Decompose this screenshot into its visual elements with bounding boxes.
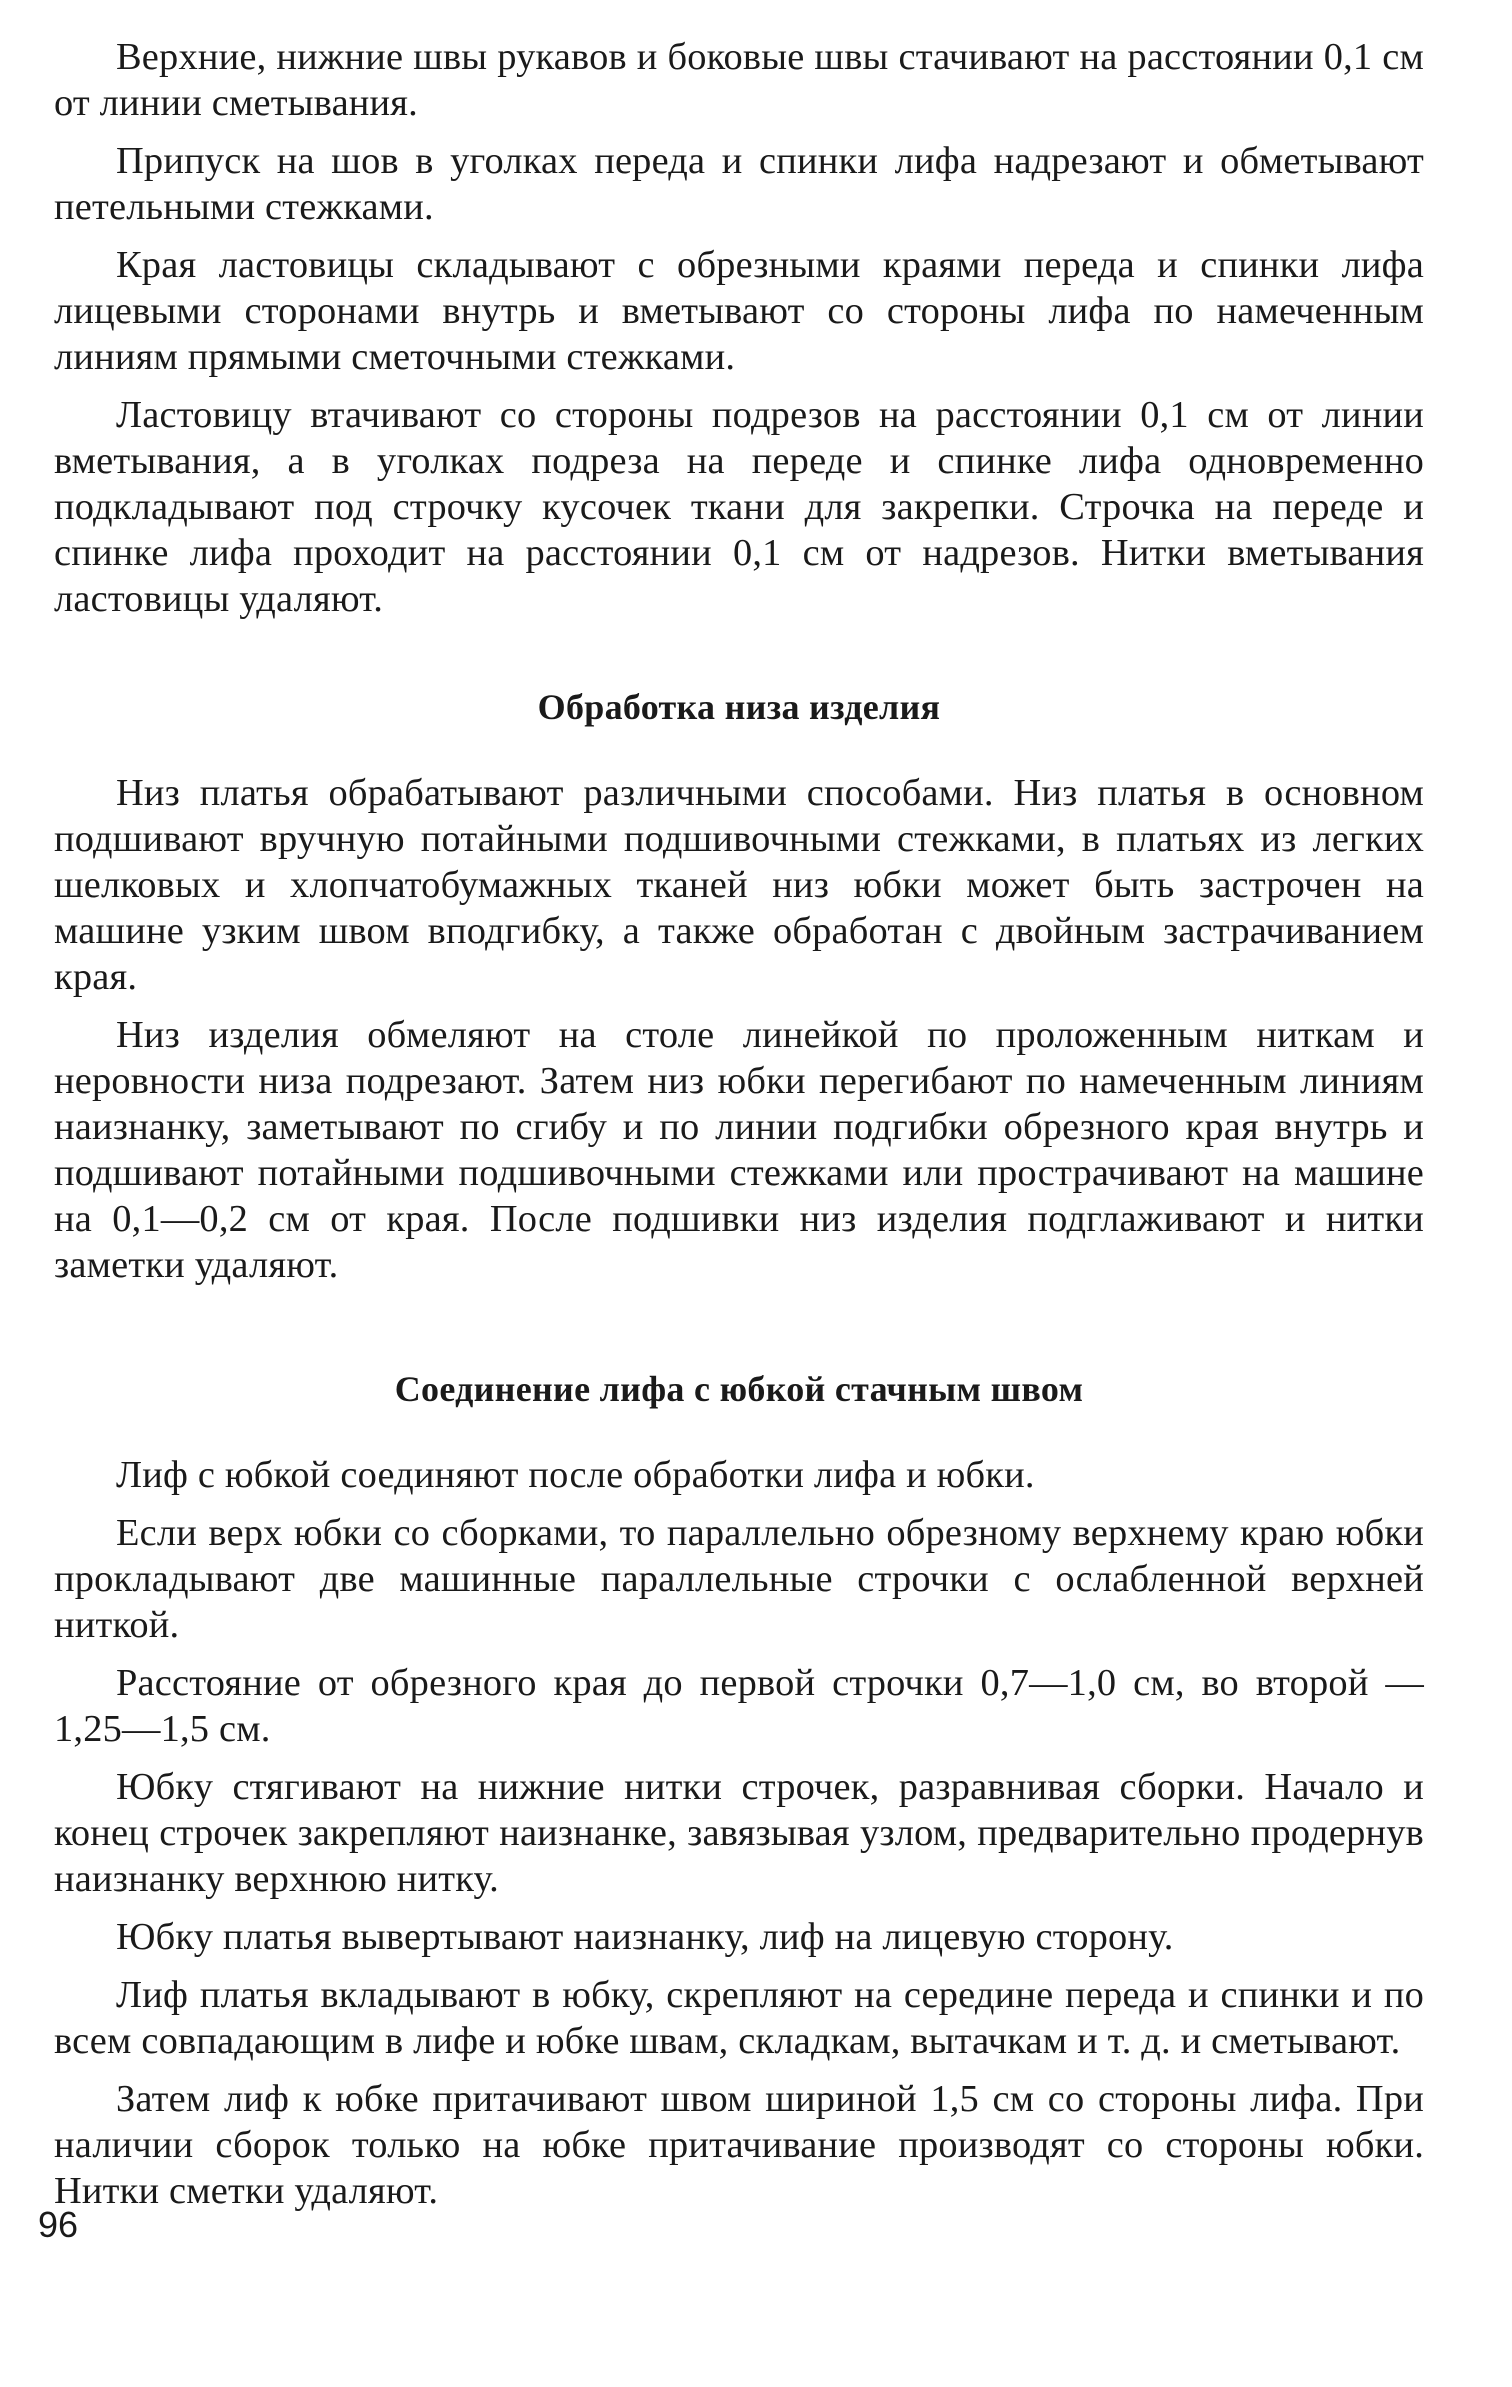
section-heading-bodice-skirt: Соединение лифа с юбкой стачным швом <box>394 1369 1084 1409</box>
book-page <box>54 34 1424 2226</box>
section-heading-hem: Обработка низа изделия <box>537 687 941 727</box>
page-number: 96 <box>38 2204 79 2245</box>
paragraph: Ластовицу втачивают со стороны подрезов на расстоянии 0,1 см от линии вметывания, а в уголках подреза на переде и спинке лифа одновременно подкладывают под строчку кусочек ткани для закрепки. Строчка на переде и спинке лифа проходит на расстоянии 0,1 см от надрезов. Нитки вметывания ластовицы удаляют. <box>54 394 1424 620</box>
paragraph: Затем лиф к юбке притачивают швом шириной 1,5 см со стороны лифа. При наличии сборок только на юбке притачивание производят со стороны юбки. Нитки сметки удаляют. <box>54 2078 1424 2212</box>
paragraph: Юбку стягивают на нижние нитки строчек, разравнивая сборки. Начало и конец строчек закрепляют наизнанке, завязывая узлом, предварительно продернув наизнанку верхнюю нитку. <box>54 1766 1424 1900</box>
paragraph: Припуск на шов в уголках переда и спинки лифа надрезают и обметывают петельными стежками. <box>54 140 1424 228</box>
paragraph: Юбку платья вывертывают наизнанку, лиф на лицевую сторону. <box>116 1916 1174 1958</box>
paragraph: Расстояние от обрезного края до первой строчки 0,7—1,0 см, во второй — 1,25—1,5 см. <box>54 1662 1424 1750</box>
paragraph: Края ластовицы складывают с обрезными краями переда и спинки лифа лицевыми сторонами внутрь и вметывают со стороны лифа по намеченным линиям прямыми сметочными стежками. <box>54 244 1424 378</box>
paragraph: Верхние, нижние швы рукавов и боковые швы стачивают на расстоянии 0,1 см от линии сметывания. <box>54 36 1424 124</box>
paragraph: Лиф платья вкладывают в юбку, скрепляют на середине переда и спинки и по всем совпадающим в лифе и юбке швам, складкам, вытачкам и т. д. и сметывают. <box>54 1974 1424 2062</box>
paragraph: Лиф с юбкой соединяют после обработки лифа и юбки. <box>116 1454 1035 1496</box>
paragraph: Низ платья обрабатывают различными способами. Низ платья в основном подшивают вручную потайными подшивочными стежками, в платьях из легких шелковых и хлопчатобумажных тканей низ юбки может быть застрочен на машине узким швом вподгибку, а также обработан с двойным застрачиванием края. <box>54 772 1424 998</box>
paragraph: Если верх юбки со сборками, то параллельно обрезному верхнему краю юбки прокладывают две машинные параллельные строчки с ослабленной верхней ниткой. <box>54 1512 1424 1646</box>
paragraph: Низ изделия обмеляют на столе линейкой по проложенным ниткам и неровности низа подрезают. Затем низ юбки перегибают по намеченным линиям наизнанку, заметывают по сгибу и по линии подгибки обрезного края внутрь и подшивают потайными подшивочными стежками или прострачивают на машине на 0,1—0,2 см от края. После подшивки низ изделия подглаживают и нитки заметки удаляют. <box>54 1014 1424 1286</box>
